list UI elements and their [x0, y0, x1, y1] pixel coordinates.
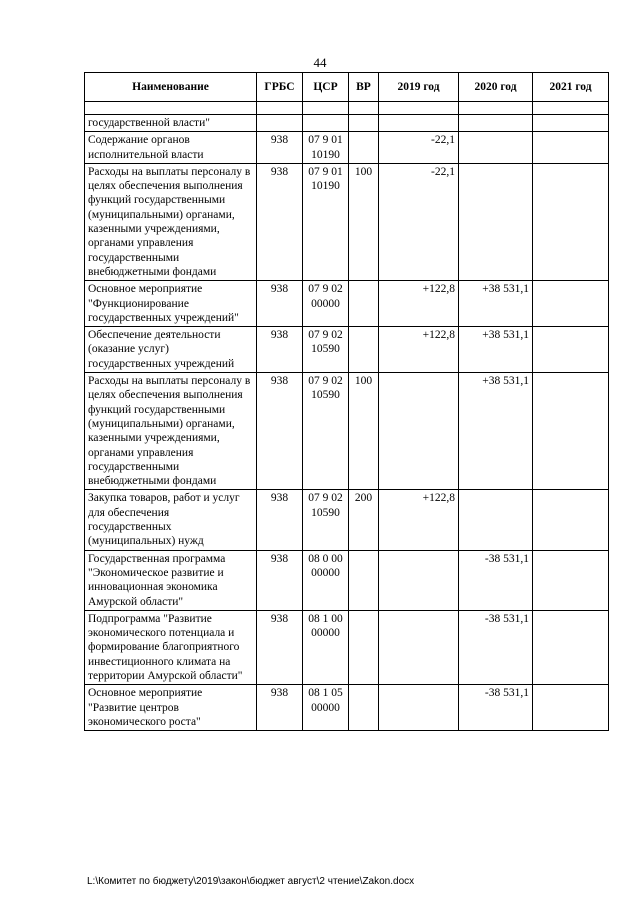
table-row — [85, 610, 609, 684]
row-2019 — [379, 550, 459, 610]
row-vr — [349, 327, 379, 373]
row-name: Государственная программа "Экономическое развитие и инновационная экономика Амурской области" — [85, 550, 257, 610]
header-csr: ЦСР — [303, 73, 349, 102]
row-name: Закупка товаров, работ и услуг для обеспечения государственных (муниципальных) нужд — [85, 490, 257, 550]
header-grbs: ГРБС — [257, 73, 303, 102]
row-2021 — [533, 327, 609, 373]
header-2020: 2020 год — [459, 73, 533, 102]
row-2021 — [533, 550, 609, 610]
row-grbs: 938 — [257, 163, 303, 280]
row-name: Содержание органов исполнительной власти — [85, 132, 257, 164]
continuation-text: государственной власти" — [85, 115, 257, 132]
row-2021 — [533, 490, 609, 550]
row-2021 — [533, 685, 609, 731]
row-grbs: 938 — [257, 132, 303, 164]
row-2020: +38 531,1 — [459, 281, 533, 327]
row-csr: 08 1 05 00000 — [303, 685, 349, 731]
row-2020: -38 531,1 — [459, 610, 533, 684]
header-2019: 2019 год — [379, 73, 459, 102]
row-name: Расходы на выплаты персоналу в целях обеспечения выполнения функций государственными (муниципальными) органами, казенными учреждениями, органами управления государственными внебюджетными фондами — [85, 163, 257, 280]
row-2020 — [459, 490, 533, 550]
table-row — [85, 281, 609, 327]
row-2020: -38 531,1 — [459, 685, 533, 731]
table-row — [85, 163, 609, 280]
row-2019: +122,8 — [379, 490, 459, 550]
table-row — [85, 132, 609, 164]
header-2021: 2021 год — [533, 73, 609, 102]
table-row — [85, 685, 609, 731]
row-csr: 07 9 02 10590 — [303, 327, 349, 373]
row-2021 — [533, 163, 609, 280]
row-grbs: 938 — [257, 685, 303, 731]
row-name: Основное мероприятие "Развитие центров экономического роста" — [85, 685, 257, 731]
row-name: Расходы на выплаты персоналу в целях обеспечения выполнения функций государственными (муниципальными) органами, казенными учреждениями, органами управления государственными внебюджетными фондами — [85, 373, 257, 490]
header-name: Наименование — [85, 73, 257, 102]
row-grbs: 938 — [257, 490, 303, 550]
row-2019 — [379, 373, 459, 490]
file-path-footer: L:\Комитет по бюджету\2019\закон\бюджет август\2 чтение\Zakon.docx — [87, 876, 415, 887]
row-name: Обеспечение деятельности (оказание услуг) государственных учреждений — [85, 327, 257, 373]
continuation-row — [85, 115, 609, 132]
header-spacer-row — [85, 102, 609, 115]
row-csr: 08 0 00 00000 — [303, 550, 349, 610]
row-vr: 200 — [349, 490, 379, 550]
row-name: Подпрограмма "Развитие экономического потенциала и формирование благоприятного инвестиционного климата на территории Амурской области" — [85, 610, 257, 684]
page-number: 44 — [313, 55, 327, 70]
row-csr: 07 9 02 10590 — [303, 490, 349, 550]
row-2020: +38 531,1 — [459, 327, 533, 373]
row-csr: 07 9 02 00000 — [303, 281, 349, 327]
row-vr: 100 — [349, 373, 379, 490]
row-2020: -38 531,1 — [459, 550, 533, 610]
row-2021 — [533, 281, 609, 327]
row-2019 — [379, 685, 459, 731]
header-vr: ВР — [349, 73, 379, 102]
row-2019: +122,8 — [379, 327, 459, 373]
row-csr: 07 9 01 10190 — [303, 132, 349, 164]
row-grbs: 938 — [257, 550, 303, 610]
row-2020 — [459, 132, 533, 164]
row-csr: 07 9 02 10590 — [303, 373, 349, 490]
row-2021 — [533, 373, 609, 490]
row-2019: -22,1 — [379, 163, 459, 280]
row-vr: 100 — [349, 163, 379, 280]
row-grbs: 938 — [257, 373, 303, 490]
row-2021 — [533, 610, 609, 684]
row-2019 — [379, 610, 459, 684]
row-csr: 07 9 01 10190 — [303, 163, 349, 280]
table-row — [85, 550, 609, 610]
row-grbs: 938 — [257, 327, 303, 373]
row-vr — [349, 281, 379, 327]
row-vr — [349, 132, 379, 164]
row-vr — [349, 685, 379, 731]
row-2020: +38 531,1 — [459, 373, 533, 490]
row-csr: 08 1 00 00000 — [303, 610, 349, 684]
row-vr — [349, 550, 379, 610]
table-row — [85, 373, 609, 490]
table-row — [85, 490, 609, 550]
row-2020 — [459, 163, 533, 280]
row-vr — [349, 610, 379, 684]
row-grbs: 938 — [257, 610, 303, 684]
row-name: Основное мероприятие "Функционирование государственных учреждений" — [85, 281, 257, 327]
row-2019: +122,8 — [379, 281, 459, 327]
budget-table — [84, 72, 609, 731]
table-row — [85, 327, 609, 373]
row-2019: -22,1 — [379, 132, 459, 164]
table-header-row — [85, 73, 609, 102]
row-2021 — [533, 132, 609, 164]
row-grbs: 938 — [257, 281, 303, 327]
